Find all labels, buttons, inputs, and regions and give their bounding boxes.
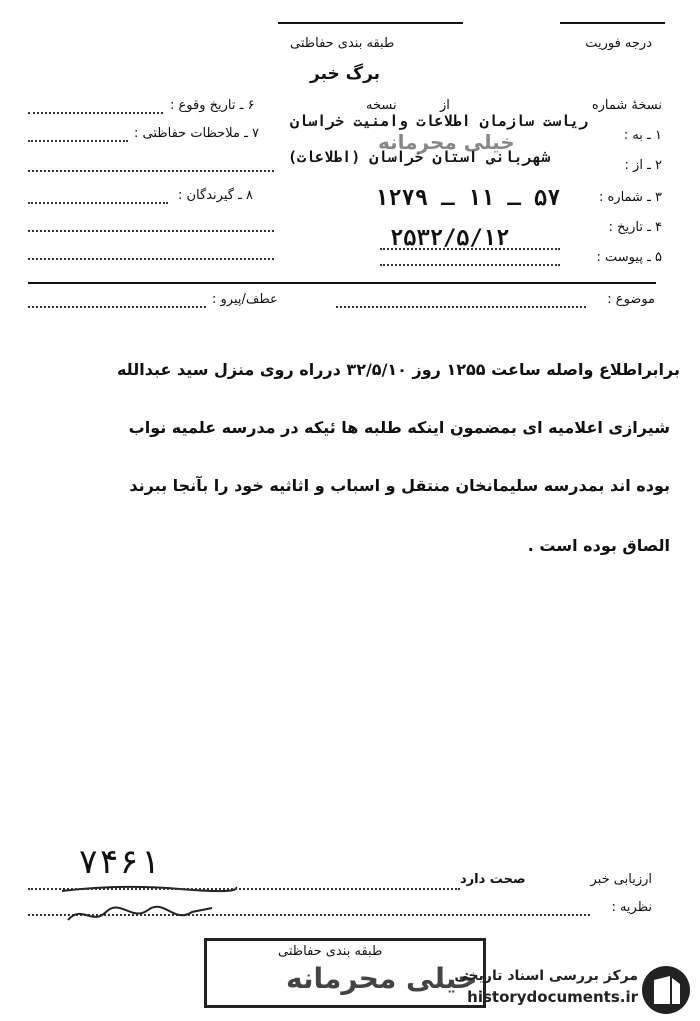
header-rule-center xyxy=(278,22,463,24)
security-notes-label: ۷ ـ ملاحظات حفاظتی : xyxy=(134,126,259,141)
top-stamp-overlay: خیلی محرمانه xyxy=(378,130,515,154)
recipients-line-3 xyxy=(28,258,274,260)
from-value: شهربانی استان خراسان (اطلاعات) xyxy=(288,148,550,166)
body-line-2: شیرازی اعلامیه ای بمضمون اینکه طلبه ها ئیکه در مدرسه علمیه نواب xyxy=(128,418,670,437)
date-dotted-line xyxy=(380,248,560,250)
assessment-line xyxy=(28,888,460,890)
from-label: ۲ ـ از : xyxy=(624,158,662,173)
body-line-4: الصاق بوده است . xyxy=(527,536,670,555)
recipients-line-2 xyxy=(28,230,274,232)
body-line-3: بوده اند بمدرسه سلیمانخان منتقل و اسباب و اثاثیه خود را بآنجا ببرند xyxy=(129,476,670,495)
security-notes-line xyxy=(28,140,128,142)
archive-name: مرکز بررسی اسناد تاریخی xyxy=(454,968,638,984)
copy-of-label: نسخه xyxy=(366,98,397,113)
recipients-line xyxy=(28,202,168,204)
document-title: برگ خبر xyxy=(310,64,381,84)
archive-logo-icon xyxy=(640,964,692,1016)
header-separator xyxy=(28,282,656,284)
urgency-label: درجه فوریت xyxy=(585,36,652,51)
copy-number-label: نسخهٔ شماره xyxy=(591,98,662,113)
number-label: ۳ ـ شماره : xyxy=(598,190,662,205)
recipients-label: ۸ ـ گیرندگان : xyxy=(178,188,253,203)
archive-site: historydocuments.ir xyxy=(467,988,638,1006)
assessment-value: صحت دارد xyxy=(460,872,526,887)
attachment-label: ۵ ـ پیوست : xyxy=(596,250,662,265)
number-value: ۵۷ ـ ۱۱ ـ ۱۲۷۹ xyxy=(375,186,561,211)
handwritten-number: ۷۴۶۱ xyxy=(78,842,160,882)
reference-label: عطف/پیرو : xyxy=(212,292,278,307)
body-line-1: برابراطلاع واصله ساعت ۱۲۵۵ روز ۳۲/۵/۱۰ درراه روی منزل سید عبدالله xyxy=(116,360,680,379)
subject-line xyxy=(336,306,586,308)
header-rule-right xyxy=(560,22,665,24)
event-date-label: ۶ ـ تاریخ وقوع : xyxy=(170,98,255,113)
classification-top: طبقه بندی حفاظتی xyxy=(290,36,395,51)
signature-scribble xyxy=(62,900,222,930)
to-label: ۱ ـ به : xyxy=(623,128,662,143)
assessment-label: ارزیابی خبر xyxy=(590,872,652,887)
attachment-dotted-line xyxy=(380,264,560,266)
notes-line-2 xyxy=(28,170,274,172)
subject-label: موضوع : xyxy=(607,292,655,307)
classification-bottom: طبقه بندی حفاظتی xyxy=(278,944,383,959)
opinion-label: نظریه : xyxy=(611,900,652,915)
to-value: ریاست سازمان اطلاعات وامنیت خراسان xyxy=(290,112,589,130)
date-label: ۴ ـ تاریخ : xyxy=(608,220,662,235)
copy-from-label: از xyxy=(440,98,450,113)
stamp-text: خیلی محرمانه xyxy=(286,962,478,995)
date-value: ۲۵۳۲/۵/۱۲ xyxy=(390,226,510,251)
reference-line xyxy=(28,306,206,308)
event-date-line xyxy=(28,112,163,114)
